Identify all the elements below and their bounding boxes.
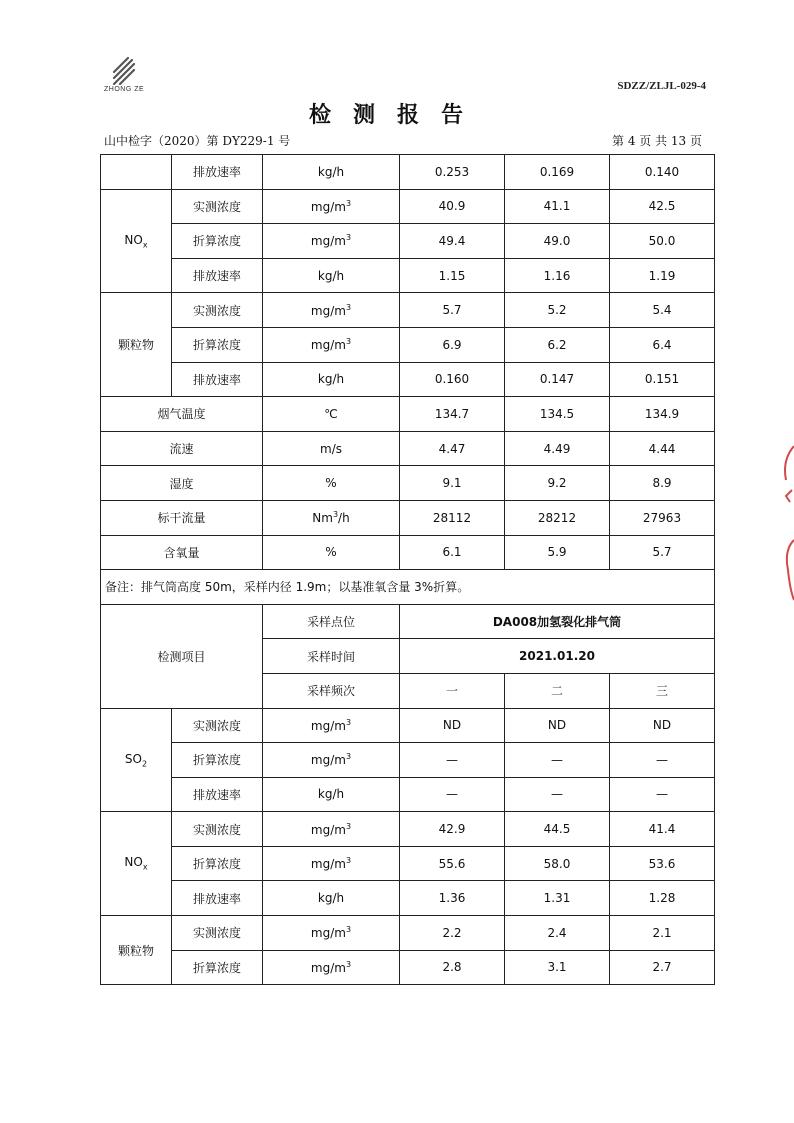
value-cell: 41.4 [610,812,715,847]
unit-cell: $mg/m^3$ [263,916,400,951]
value-cell: 0.147 [505,362,610,397]
group-cell-nox: $NO_x$ [101,189,172,293]
point-value-cell: DA008加氢裂化排气筒 [400,604,715,639]
table-row [101,500,715,535]
value-cell: ND [400,708,505,743]
report-number: 山中检字（2020）第 DY229-1 号 [104,134,291,148]
document-code: SDZZ/ZLJL-029-4 [617,80,706,92]
results-table [100,154,715,985]
table-row [101,258,715,293]
unit-cell: Nm$^3$/h [263,500,400,535]
item-cell: 湿度 [101,466,263,501]
table-row [101,812,715,847]
value-cell: 5.9 [505,535,610,570]
unit-cell: $mg/m^3$ [263,950,400,985]
note-row [101,570,715,605]
table-row [101,397,715,432]
group-cell [101,155,172,190]
unit-cell: $mg/m^3$ [263,812,400,847]
unit-cell: % [263,535,400,570]
value-cell: 6.1 [400,535,505,570]
item-cell: 实测浓度 [172,812,263,847]
freq-cell: 三 [610,673,715,708]
item-cell: 折算浓度 [172,950,263,985]
table-row [101,224,715,259]
value-cell: — [400,743,505,778]
header-label-cell: 检测项目 [101,604,263,708]
value-cell: 2.1 [610,916,715,951]
value-cell: 1.28 [610,881,715,916]
value-cell: 28112 [400,500,505,535]
value-cell: 2.2 [400,916,505,951]
item-cell: 实测浓度 [172,708,263,743]
value-cell: 6.9 [400,327,505,362]
value-cell: — [505,777,610,812]
time-value-cell: 2021.01.20 [400,639,715,674]
item-cell: 折算浓度 [172,224,263,259]
table-header-row [101,604,715,639]
page-info: 第 4 页 共 13 页 [612,134,702,148]
item-cell: 折算浓度 [172,327,263,362]
value-cell: 9.1 [400,466,505,501]
value-cell: 1.36 [400,881,505,916]
unit-cell: kg/h [263,155,400,190]
value-cell: 2.8 [400,950,505,985]
value-cell: 134.7 [400,397,505,432]
table-row [101,155,715,190]
item-cell: 排放速率 [172,777,263,812]
group-cell-particulate: 颗粒物 [101,293,172,397]
item-cell: 实测浓度 [172,916,263,951]
value-cell: 41.1 [505,189,610,224]
value-cell: 6.4 [610,327,715,362]
value-cell: 134.5 [505,397,610,432]
value-cell: — [505,743,610,778]
value-cell: 5.7 [400,293,505,328]
freq-label-cell: 采样频次 [263,673,400,708]
value-cell: 5.2 [505,293,610,328]
value-cell: — [610,777,715,812]
value-cell: 5.4 [610,293,715,328]
item-cell: 排放速率 [172,881,263,916]
value-cell: 1.16 [505,258,610,293]
value-cell: 42.5 [610,189,715,224]
unit-cell: kg/h [263,777,400,812]
value-cell: ND [610,708,715,743]
value-cell: 4.47 [400,431,505,466]
unit-cell: ℃ [263,397,400,432]
value-cell: 42.9 [400,812,505,847]
table-row [101,431,715,466]
item-cell: 折算浓度 [172,846,263,881]
unit-cell: kg/h [263,258,400,293]
unit-cell: kg/h [263,881,400,916]
value-cell: 2.4 [505,916,610,951]
table-row [101,708,715,743]
freq-cell: 一 [400,673,505,708]
value-cell: 27963 [610,500,715,535]
group-cell-particulate: 颗粒物 [101,916,172,985]
value-cell: 53.6 [610,846,715,881]
value-cell: 134.9 [610,397,715,432]
value-cell: 1.31 [505,881,610,916]
value-cell: 3.1 [505,950,610,985]
value-cell: 40.9 [400,189,505,224]
seal-stamp-icon [780,440,794,610]
value-cell: 9.2 [505,466,610,501]
unit-cell: $mg/m^3$ [263,189,400,224]
table-row [101,189,715,224]
item-cell: 标干流量 [101,500,263,535]
table-row [101,916,715,951]
table-row [101,950,715,985]
value-cell: 58.0 [505,846,610,881]
item-cell: 折算浓度 [172,743,263,778]
value-cell: 0.169 [505,155,610,190]
unit-cell: m/s [263,431,400,466]
value-cell: 44.5 [505,812,610,847]
point-label-cell: 采样点位 [263,604,400,639]
value-cell: 0.151 [610,362,715,397]
value-cell: 28212 [505,500,610,535]
value-cell: 4.49 [505,431,610,466]
value-cell: 55.6 [400,846,505,881]
item-cell: 实测浓度 [172,189,263,224]
unit-cell: $mg/m^3$ [263,327,400,362]
unit-cell: $mg/m^3$ [263,743,400,778]
unit-cell: $mg/m^3$ [263,846,400,881]
table-row [101,362,715,397]
value-cell: 8.9 [610,466,715,501]
table-row [101,777,715,812]
time-label-cell: 采样时间 [263,639,400,674]
item-cell: 实测浓度 [172,293,263,328]
item-cell: 烟气温度 [101,397,263,432]
unit-cell: % [263,466,400,501]
value-cell: 2.7 [610,950,715,985]
unit-cell: $mg/m^3$ [263,293,400,328]
group-cell-nox: $NO_x$ [101,812,172,916]
table-row [101,881,715,916]
item-cell: 排放速率 [172,155,263,190]
value-cell: 1.19 [610,258,715,293]
table-row [101,535,715,570]
unit-cell: $mg/m^3$ [263,708,400,743]
group-cell-so2: $SO_2$ [101,708,172,812]
unit-cell: kg/h [263,362,400,397]
logo-text: ZHONG ZE [104,86,145,93]
value-cell: 50.0 [610,224,715,259]
table-row [101,466,715,501]
freq-cell: 二 [505,673,610,708]
value-cell: ND [505,708,610,743]
value-cell: 0.160 [400,362,505,397]
table-row [101,327,715,362]
value-cell: 49.0 [505,224,610,259]
value-cell: 5.7 [610,535,715,570]
table-row [101,743,715,778]
value-cell: — [400,777,505,812]
item-cell: 排放速率 [172,258,263,293]
value-cell: 49.4 [400,224,505,259]
table-row [101,293,715,328]
value-cell: 0.253 [400,155,505,190]
note-cell: 备注：排气筒高度 50m，采样内径 1.9m；以基准氧含量 3%折算。 [101,570,715,605]
unit-cell: $mg/m^3$ [263,224,400,259]
item-cell: 含氧量 [101,535,263,570]
item-cell: 排放速率 [172,362,263,397]
value-cell: — [610,743,715,778]
value-cell: 6.2 [505,327,610,362]
table-row [101,846,715,881]
value-cell: 4.44 [610,431,715,466]
item-cell: 流速 [101,431,263,466]
page-title: 检测报告 [308,102,485,128]
value-cell: 1.15 [400,258,505,293]
value-cell: 0.140 [610,155,715,190]
